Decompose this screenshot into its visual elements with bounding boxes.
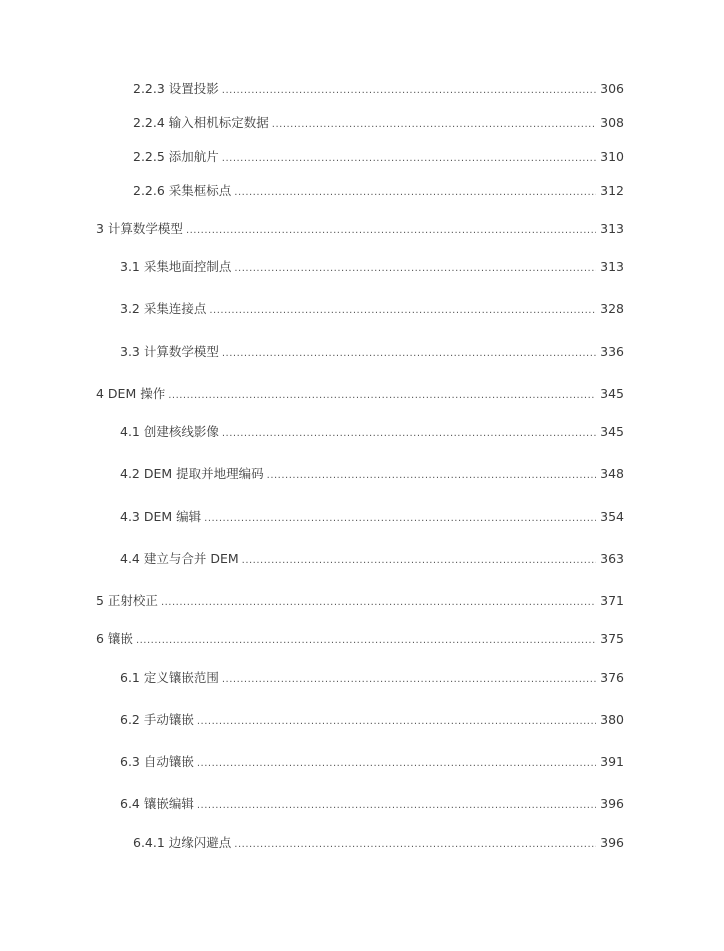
toc-entry[interactable] bbox=[120, 424, 624, 442]
dot-leader bbox=[272, 117, 596, 133]
toc-entry-title: 6.3 自动镶嵌 bbox=[120, 754, 194, 769]
toc-entry-title: 6.4.1 边缘闪避点 bbox=[133, 835, 232, 850]
toc-entry-title: 6.4 镶嵌编辑 bbox=[120, 796, 194, 811]
toc-entry[interactable] bbox=[120, 796, 624, 814]
toc-entry-title: 6.2 手动镶嵌 bbox=[120, 712, 194, 727]
toc-entry[interactable] bbox=[120, 712, 624, 730]
toc-entry[interactable] bbox=[133, 81, 624, 99]
toc-entry[interactable] bbox=[96, 631, 624, 649]
toc-entry-title: 2.2.6 采集框标点 bbox=[133, 183, 232, 198]
toc-entry-title: 2.2.3 设置投影 bbox=[133, 81, 219, 96]
toc-entry[interactable] bbox=[96, 221, 624, 239]
toc-entry[interactable] bbox=[133, 835, 624, 853]
toc-entry-title: 3 计算数学模型 bbox=[96, 221, 183, 236]
dot-leader bbox=[197, 798, 596, 814]
toc-entry-page: 313 bbox=[600, 259, 624, 274]
dot-leader bbox=[197, 714, 596, 730]
toc-entry-title: 3.3 计算数学模型 bbox=[120, 344, 219, 359]
dot-leader bbox=[222, 346, 596, 362]
toc-entry-title: 3.2 采集连接点 bbox=[120, 301, 207, 316]
toc-entry[interactable] bbox=[133, 149, 624, 167]
dot-leader bbox=[222, 672, 596, 688]
dot-leader bbox=[222, 83, 596, 99]
toc-entry-page: 391 bbox=[600, 754, 624, 769]
toc-entry-title: 4.4 建立与合并 DEM bbox=[120, 551, 239, 566]
dot-leader bbox=[242, 553, 597, 569]
dot-leader bbox=[161, 595, 596, 611]
dot-leader bbox=[197, 756, 596, 772]
toc-entry-page: 313 bbox=[600, 221, 624, 236]
toc-entry-title: 2.2.4 输入相机标定数据 bbox=[133, 115, 269, 130]
dot-leader bbox=[209, 303, 596, 319]
toc-entry[interactable] bbox=[120, 259, 624, 277]
toc-entry-page: 306 bbox=[600, 81, 624, 96]
toc-entry[interactable] bbox=[96, 593, 624, 611]
dot-leader bbox=[186, 223, 596, 239]
toc-entry-page: 348 bbox=[600, 466, 624, 481]
toc-entry-page: 328 bbox=[600, 301, 624, 316]
toc-entry-page: 312 bbox=[600, 183, 624, 198]
toc-entry-title: 4.1 创建核线影像 bbox=[120, 424, 219, 439]
toc-entry-page: 376 bbox=[600, 670, 624, 685]
toc-entry-title: 2.2.5 添加航片 bbox=[133, 149, 219, 164]
dot-leader bbox=[168, 388, 596, 404]
toc-entry[interactable] bbox=[120, 754, 624, 772]
toc-entry-title: 6.1 定义镶嵌范围 bbox=[120, 670, 219, 685]
toc-entry[interactable] bbox=[120, 301, 624, 319]
toc-entry-title: 5 正射校正 bbox=[96, 593, 158, 608]
dot-leader bbox=[136, 633, 596, 649]
toc-entry-title: 4.2 DEM 提取并地理编码 bbox=[120, 466, 264, 481]
toc-entry-title: 6 镶嵌 bbox=[96, 631, 133, 646]
toc-entry-page: 345 bbox=[600, 386, 624, 401]
dot-leader bbox=[234, 837, 596, 853]
toc-entry[interactable] bbox=[120, 466, 624, 484]
toc-entry[interactable] bbox=[120, 509, 624, 527]
toc-entry[interactable] bbox=[120, 551, 624, 569]
dot-leader bbox=[234, 261, 596, 277]
toc-entry[interactable] bbox=[133, 183, 624, 201]
toc-entry[interactable] bbox=[96, 386, 624, 404]
dot-leader bbox=[234, 185, 596, 201]
dot-leader bbox=[267, 468, 597, 484]
toc-entry-title: 4.3 DEM 编辑 bbox=[120, 509, 202, 524]
dot-leader bbox=[222, 151, 596, 167]
toc-entry-page: 396 bbox=[600, 796, 624, 811]
toc-entry-page: 310 bbox=[600, 149, 624, 164]
toc-entry-page: 354 bbox=[600, 509, 624, 524]
toc-entry[interactable] bbox=[133, 115, 624, 133]
toc-entry-page: 345 bbox=[600, 424, 624, 439]
toc-entry-page: 363 bbox=[600, 551, 624, 566]
toc-entry[interactable] bbox=[120, 344, 624, 362]
toc-entry-page: 371 bbox=[600, 593, 624, 608]
toc-entry-page: 380 bbox=[600, 712, 624, 727]
toc-entry-page: 336 bbox=[600, 344, 624, 359]
toc-entry-page: 308 bbox=[600, 115, 624, 130]
dot-leader bbox=[204, 511, 596, 527]
toc-entry-page: 396 bbox=[600, 835, 624, 850]
toc-entry[interactable] bbox=[120, 670, 624, 688]
dot-leader bbox=[222, 426, 596, 442]
toc-entry-title: 3.1 采集地面控制点 bbox=[120, 259, 232, 274]
toc-entry-page: 375 bbox=[600, 631, 624, 646]
toc-entry-title: 4 DEM 操作 bbox=[96, 386, 166, 401]
